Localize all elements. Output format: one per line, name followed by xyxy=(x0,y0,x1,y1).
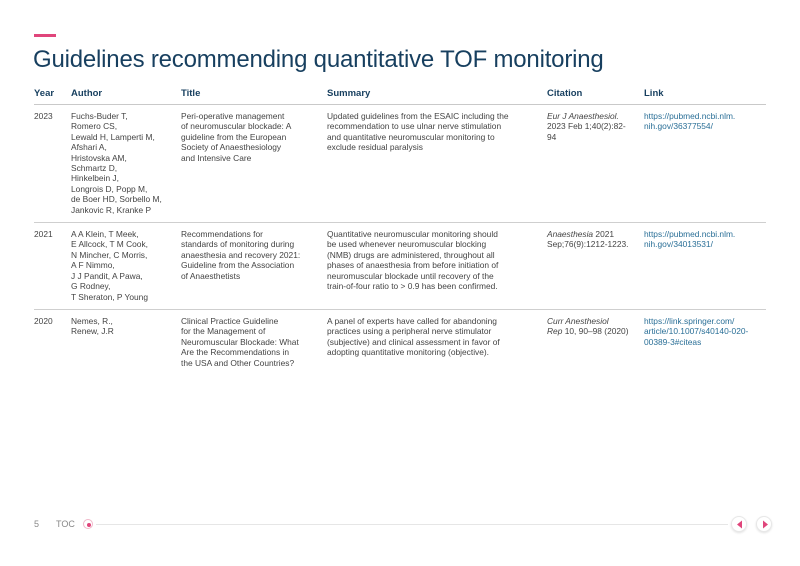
author-line: N Mincher, C Morris, xyxy=(71,249,148,260)
citation-line: Sep;76(9):1212-1223. xyxy=(547,239,629,250)
summary-line: train-of-four ratio to > 0.9 has been confirmed. xyxy=(327,281,498,292)
cell-year xyxy=(34,105,71,223)
progress-line xyxy=(96,524,728,525)
citation-journal: Curr Anesthesiol xyxy=(547,315,609,326)
author-line: Nemes, R., xyxy=(71,315,113,326)
chevron-right-icon xyxy=(761,520,769,529)
summary-line: and quantitative neuromuscular monitoring to xyxy=(327,131,495,142)
cell-year xyxy=(34,309,71,375)
author-line: Schmartz D, xyxy=(71,163,118,174)
cell-summary xyxy=(327,105,547,223)
cell-title xyxy=(181,309,327,375)
table-row xyxy=(34,309,766,375)
citation-line xyxy=(547,326,640,336)
author-line: T Sheraton, P Young xyxy=(71,291,148,302)
title-accent-bar xyxy=(34,34,56,37)
author-line: Longrois D, Popp M, xyxy=(71,183,148,194)
title-line: Are the Recommendations in xyxy=(181,347,289,358)
citation-line xyxy=(547,316,640,326)
title-line: guideline from the European xyxy=(181,131,287,142)
header-summary: Summary xyxy=(327,82,547,105)
citation-line: 2023 Feb 1;40(2):82- xyxy=(547,121,626,132)
author-line: Hinkelbein J, xyxy=(71,173,119,184)
next-page-button[interactable] xyxy=(756,516,772,532)
title-line: of Anaesthetists xyxy=(181,270,241,281)
citation-journal: Eur J Anaesthesiol. xyxy=(547,111,619,121)
title-line: standards of monitoring during xyxy=(181,239,295,250)
table-header-row xyxy=(34,82,766,105)
previous-page-button[interactable] xyxy=(731,516,747,532)
year-text: 2020 xyxy=(34,315,53,326)
cell-title xyxy=(181,223,327,310)
summary-line: practices using a peripheral nerve stimulator xyxy=(327,326,492,337)
toc-link[interactable]: TOC xyxy=(56,519,75,529)
header-citation: Citation xyxy=(547,82,644,105)
author-line: Hristovska AM, xyxy=(71,152,127,163)
author-line: A A Klein, T Meek, xyxy=(71,229,139,240)
cell-citation xyxy=(547,105,644,223)
summary-line: be used whenever neuromuscular blocking xyxy=(327,239,487,250)
summary-line: A panel of experts have called for abandoning xyxy=(327,315,497,326)
cell-author xyxy=(71,105,181,223)
author-line: Fuchs-Buder T, xyxy=(71,111,128,121)
citation-line: 94 xyxy=(547,131,557,142)
title-line: Recommendations for xyxy=(181,229,263,240)
summary-line: phases of anaesthesia from before initiation of xyxy=(327,260,499,271)
link-line[interactable]: article/10.1007/s40140-020- xyxy=(644,326,749,337)
title-line: Clinical Practice Guideline xyxy=(181,315,279,326)
table-row xyxy=(34,105,766,223)
author-line: de Boer HD, Sorbello M, xyxy=(71,194,162,205)
header-year: Year xyxy=(34,82,71,105)
author-line: G Rodney, xyxy=(71,281,111,292)
cell-citation xyxy=(547,309,644,375)
summary-line: Updated guidelines from the ESAIC including the xyxy=(327,111,509,121)
link-line[interactable]: 00389-3#citeas xyxy=(644,336,702,347)
cell-year xyxy=(34,223,71,310)
summary-line: (NMB) drugs are administered, throughout all xyxy=(327,249,495,260)
link-line[interactable]: nih.gov/36377554/ xyxy=(644,121,713,132)
summary-line: recommendation to use ulnar nerve stimulation xyxy=(327,121,502,132)
title-line: anaesthesia and recovery 2021: xyxy=(181,249,301,260)
cell-link xyxy=(644,223,766,310)
title-line: for the Management of xyxy=(181,326,266,337)
link-line[interactable]: https://pubmed.ncbi.nlm. xyxy=(644,229,736,240)
summary-line: Quantitative neuromuscular monitoring should xyxy=(327,229,498,240)
page-title: Guidelines recommending quantitative TOF monitoring xyxy=(33,46,604,73)
year-text: 2021 xyxy=(34,229,53,240)
page-number: 5 xyxy=(34,519,40,529)
year-text: 2023 xyxy=(34,111,53,121)
title-line: Society of Anaesthesiology xyxy=(181,142,282,153)
title-line: Peri-operative management xyxy=(181,111,285,121)
author-line: Romero CS, xyxy=(71,121,118,132)
citation-line xyxy=(547,111,640,121)
guidelines-table xyxy=(34,82,766,375)
author-line: Lewald H, Lamperti M, xyxy=(71,131,155,142)
author-line: Renew, J.R xyxy=(71,326,114,337)
footer xyxy=(0,515,800,535)
chevron-left-icon xyxy=(736,520,744,529)
cell-summary xyxy=(327,309,547,375)
cell-summary xyxy=(327,223,547,310)
cell-author xyxy=(71,309,181,375)
cell-author xyxy=(71,223,181,310)
author-line: A F Nimmo, xyxy=(71,260,115,271)
summary-line: adopting quantitative monitoring (objective). xyxy=(327,347,490,358)
summary-line: exclude residual paralysis xyxy=(327,142,423,153)
title-line: and Intensive Care xyxy=(181,152,252,163)
table-row xyxy=(34,223,766,310)
header-link: Link xyxy=(644,82,766,105)
citation-line xyxy=(547,229,640,239)
link-line[interactable]: https://link.springer.com/ xyxy=(644,315,735,326)
author-line: E Allcock, T M Cook, xyxy=(71,239,148,250)
cell-link xyxy=(644,105,766,223)
summary-line: neuromuscular blockade until recovery of the xyxy=(327,270,494,281)
header-author: Author xyxy=(71,82,181,105)
citation-volume: 10, 90–98 (2020) xyxy=(562,326,629,337)
author-line: J J Pandit, A Pawa, xyxy=(71,270,143,281)
citation-journal: Anaesthesia xyxy=(547,229,594,240)
title-line: of neuromuscular blockade: A xyxy=(181,121,292,132)
link-line[interactable]: https://pubmed.ncbi.nlm. xyxy=(644,111,736,121)
citation-journal-cont: Rep xyxy=(547,326,563,337)
citation-year: 2021 xyxy=(593,229,615,240)
author-line: Jankovic R, Kranke P xyxy=(71,204,152,215)
author-line: Afshari A, xyxy=(71,142,107,153)
title-line: Guideline from the Association xyxy=(181,260,295,271)
header-title: Title xyxy=(181,82,327,105)
cell-title xyxy=(181,105,327,223)
title-line: the USA and Other Countries? xyxy=(181,357,295,368)
summary-line: (subjective) and clinical assessment in favor of xyxy=(327,336,500,347)
cell-citation xyxy=(547,223,644,310)
title-line: Neuromuscular Blockade: What xyxy=(181,336,299,347)
cell-link xyxy=(644,309,766,375)
progress-dot-icon xyxy=(83,519,93,529)
link-line[interactable]: nih.gov/34013531/ xyxy=(644,239,713,250)
